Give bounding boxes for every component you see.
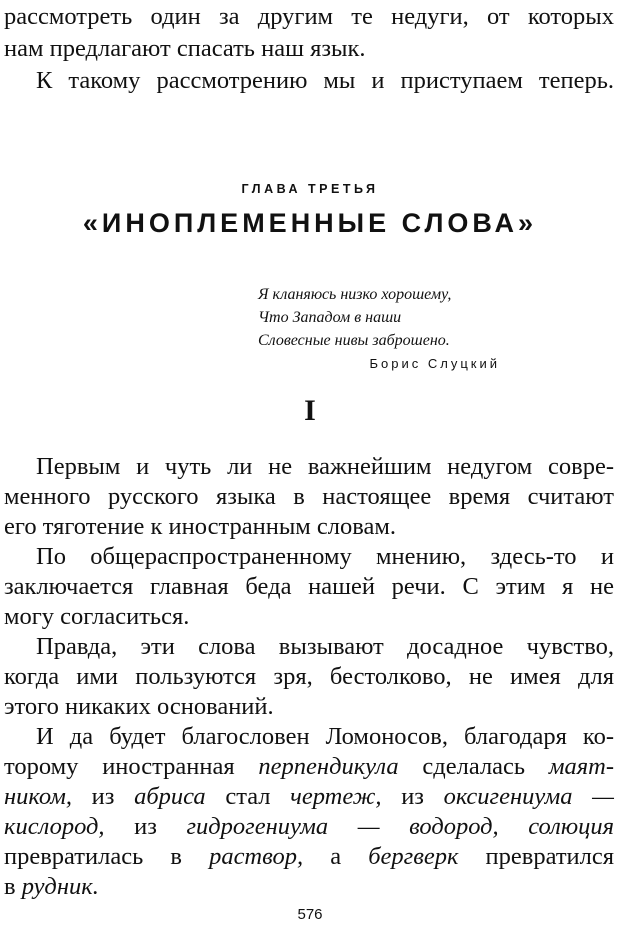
chapter-title: «ИНОПЛЕМЕННЫЕ СЛОВА» bbox=[82, 208, 538, 238]
section-number: I bbox=[304, 394, 316, 427]
epigraph-line: Я кланяюсь низко хорошему, bbox=[258, 286, 452, 303]
text-line: Первым и чуть ли не важнейшим недугом совре- bbox=[36, 453, 614, 480]
text-line: этого никаких оснований. bbox=[4, 693, 274, 720]
chapter-label: ГЛАВА ТРЕТЬЯ bbox=[241, 182, 379, 196]
text-line: И да будет благословен Ломоносов, благодаря ко- bbox=[36, 723, 614, 750]
text-line: кислород, из гидрогениума — водород, солюция bbox=[4, 813, 614, 840]
text-line: Правда, эти слова вызывают досадное чувство, bbox=[36, 633, 614, 660]
text-line: К такому рассмотрению мы и приступаем теперь. bbox=[36, 67, 614, 94]
epigraph-line: Словесные нивы заброшено. bbox=[258, 332, 450, 349]
text-line: заключается главная беда нашей речи. С этим я не bbox=[4, 573, 614, 600]
text-line: По общераспространенному мнению, здесь-то и bbox=[36, 543, 614, 570]
text-line: превратилась в раствор, а бергверк превратился bbox=[4, 843, 615, 870]
text-line: нам предлагают спасать наш язык. bbox=[4, 35, 366, 62]
text-line: могу согласиться. bbox=[4, 603, 190, 630]
page-number: 576 bbox=[297, 906, 323, 923]
text-line: когда ими пользуются зря, бестолково, не имея для bbox=[4, 663, 614, 690]
text-line: менного русского языка в настоящее время считают bbox=[4, 483, 614, 510]
text-line: его тяготение к иностранным словам. bbox=[4, 513, 397, 540]
text-line: рассмотреть один за другим те недуги, от которых bbox=[4, 3, 614, 30]
text-line: ником, из абриса стал чертеж, из оксигениума — bbox=[4, 783, 614, 810]
epigraph-author: Борис Слуцкий bbox=[369, 356, 500, 371]
text-line: в рудник. bbox=[4, 873, 99, 900]
text-line: торому иностранная перпендикула сделалась маят- bbox=[4, 753, 614, 780]
epigraph-line: Что Западом в наши bbox=[258, 309, 402, 326]
